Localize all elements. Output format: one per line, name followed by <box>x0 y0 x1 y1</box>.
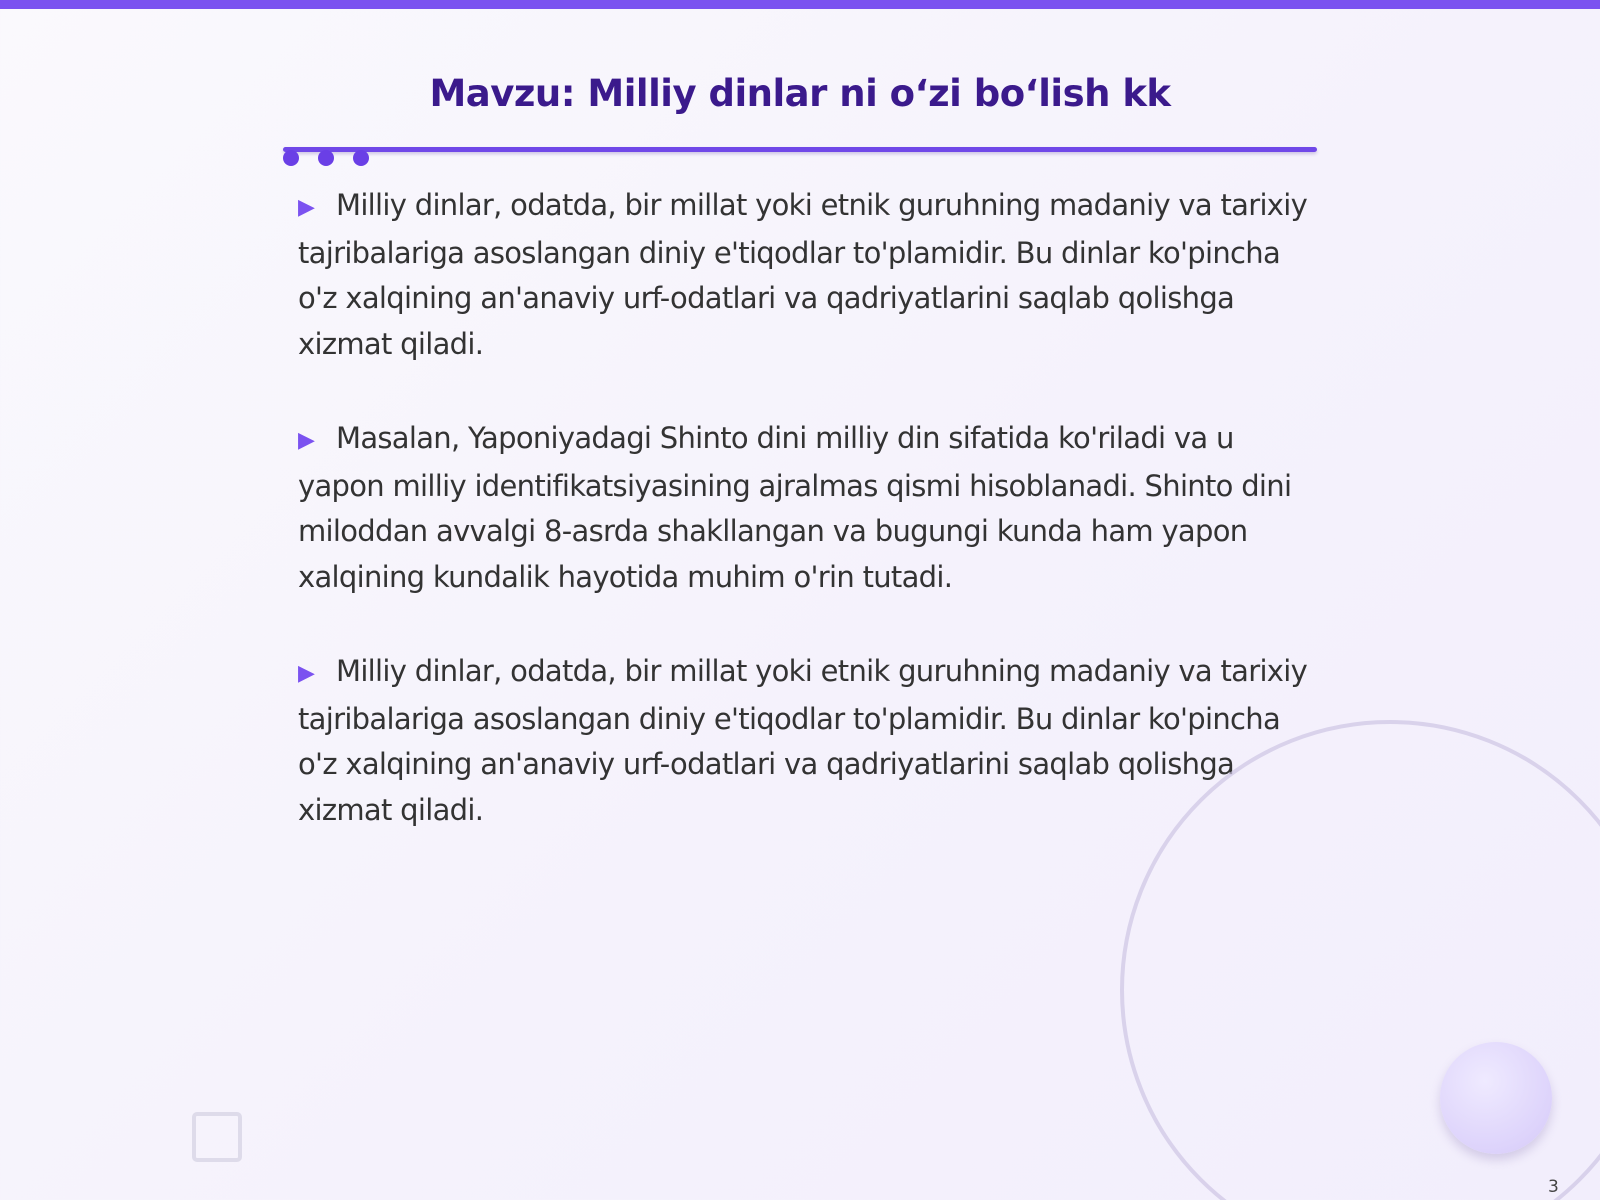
paragraph-text: Milliy dinlar, odatda, bir millat yoki etnik guruhning madaniy va tarixiy tajribalariga asoslangan diniy e'tiqodlar to'plamidir. Bu dinlar ko'pincha o'z xalqining an'anaviy urf-odatlari va qadriyatlarini saqlab qolishga xizmat qiladi. <box>298 188 1308 361</box>
decor-square <box>192 1112 242 1162</box>
slide-body <box>298 183 1308 882</box>
slide-title: Mavzu: Milliy dinlar ni o‘zi bo‘lish kk <box>429 72 1171 115</box>
bullet-arrow-icon: ▶ <box>298 428 315 453</box>
decor-dot <box>283 150 299 166</box>
bullet-paragraph-1 <box>298 183 1308 367</box>
bullet-arrow-icon: ▶ <box>298 661 315 686</box>
top-accent-bar <box>0 0 1600 9</box>
decor-dot <box>353 150 369 166</box>
bullet-paragraph-3 <box>298 649 1308 833</box>
bullet-arrow-icon: ▶ <box>298 195 315 220</box>
bullet-paragraph-2 <box>298 416 1308 600</box>
paragraph-text: Milliy dinlar, odatda, bir millat yoki etnik guruhning madaniy va tarixiy tajribalariga asoslangan diniy e'tiqodlar to'plamidir. Bu dinlar ko'pincha o'z xalqining an'anaviy urf-odatlari va qadriyatlarini saqlab qolishga xizmat qiladi. <box>298 654 1308 827</box>
decor-dot <box>318 150 334 166</box>
title-underline <box>283 147 1317 152</box>
paragraph-text: Masalan, Yaponiyadagi Shinto dini milliy din sifatida ko'riladi va u yapon milliy identifikatsiyasining ajralmas qismi hisoblanadi. Shinto dini miloddan avvalgi 8-asrda shakllangan va bugungi kunda ham yapon xalqining kundalik hayotida muhim o'rin tutadi. <box>298 421 1292 594</box>
decor-circle <box>1440 1042 1552 1154</box>
page-number: 3 <box>1548 1177 1559 1197</box>
